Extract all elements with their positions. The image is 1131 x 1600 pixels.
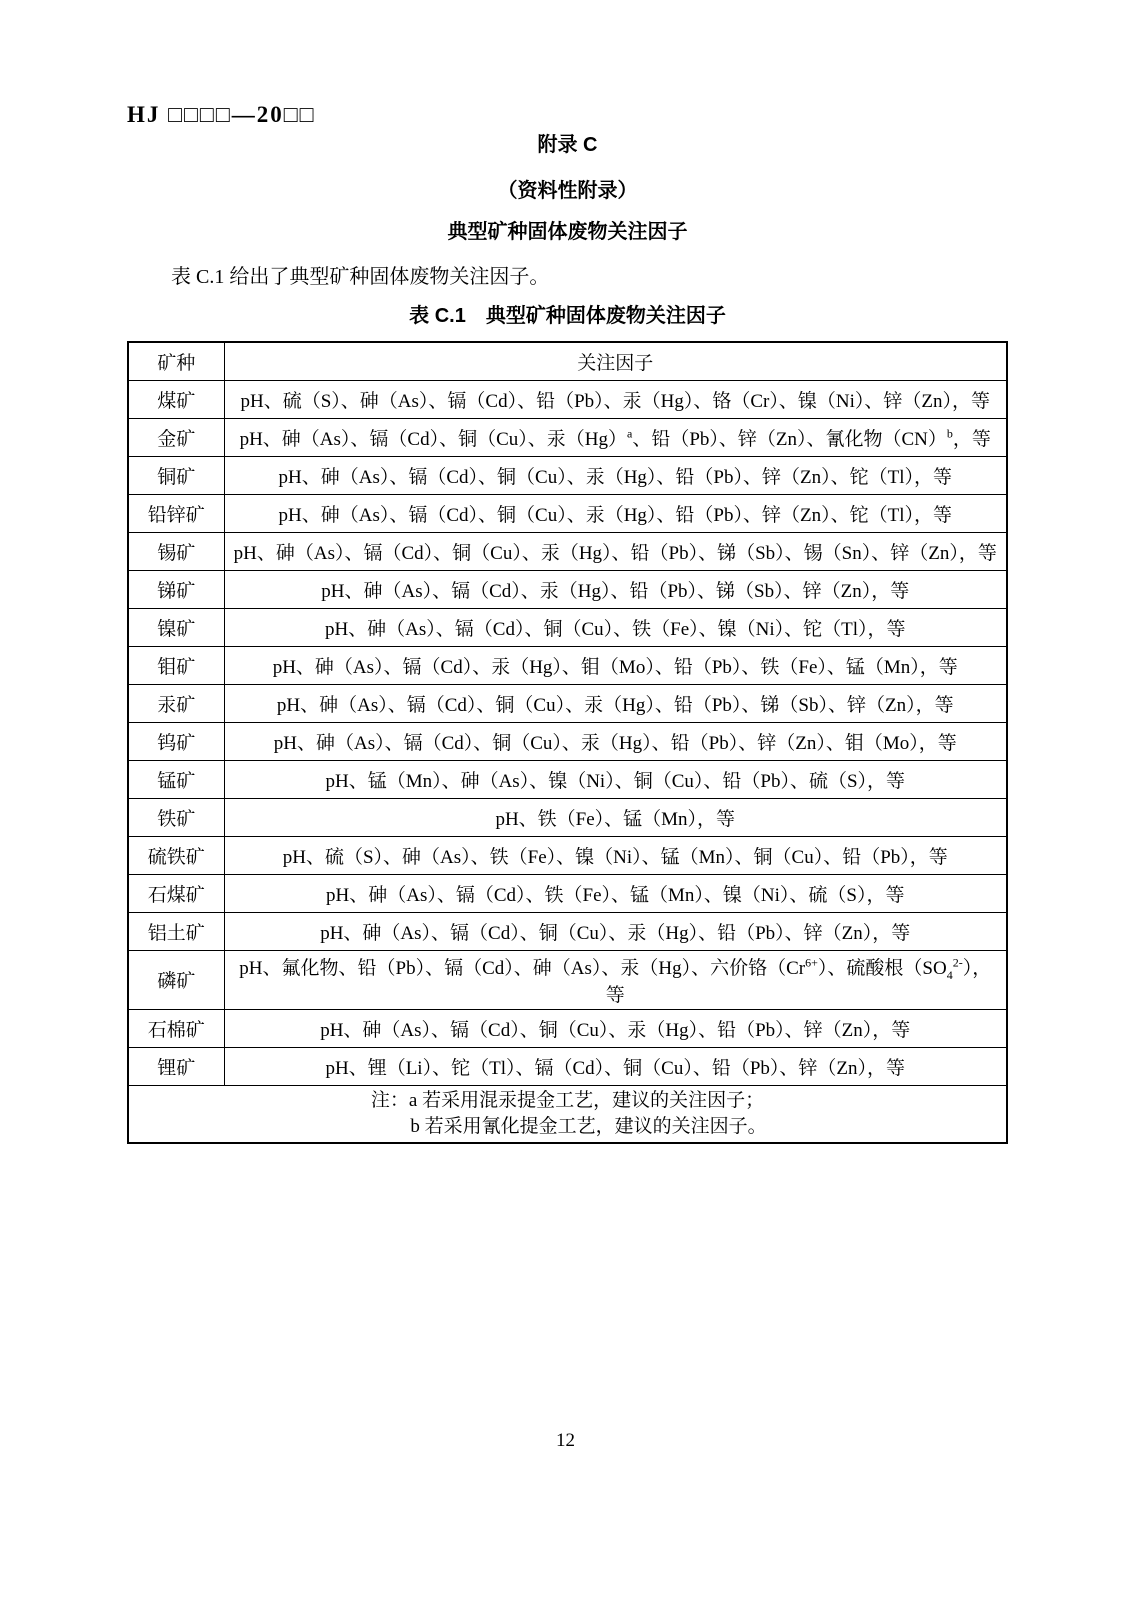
mineral-cell: 钼矿: [128, 646, 224, 684]
table-row: [128, 684, 1007, 722]
factors-cell: pH、砷（As）、镉（Cd）、铜（Cu）、汞（Hg）、铅（Pb）、锌（Zn），等: [224, 1009, 1007, 1047]
note-line-b: b 若采用氰化提金工艺，建议的关注因子。: [410, 1115, 767, 1137]
mineral-cell: 金矿: [128, 418, 224, 456]
factors-cell: pH、砷（As）、镉（Cd）、汞（Hg）、铅（Pb）、锑（Sb）、锌（Zn），等: [224, 570, 1007, 608]
mineral-cell: 镍矿: [128, 608, 224, 646]
mineral-cell: 铜矿: [128, 456, 224, 494]
factors-cell: pH、砷（As）、镉（Cd）、铜（Cu）、汞（Hg）、铅（Pb）、锌（Zn）、铊（Tl），等: [224, 456, 1007, 494]
mineral-cell: 硫铁矿: [128, 836, 224, 874]
appendix-heading: 典型矿种固体废物关注因子: [447, 221, 688, 243]
table-row: [128, 874, 1007, 912]
table-row: [128, 646, 1007, 684]
factors-cell: pH、砷（As）、镉（Cd）、铜（Cu）、汞（Hg）、铅（Pb）、锌（Zn）、铊（Tl），等: [224, 494, 1007, 532]
factors-cell: pH、硫（S）、砷（As）、铁（Fe）、镍（Ni）、锰（Mn）、铜（Cu）、铅（Pb），等: [224, 836, 1007, 874]
table-header-row: [128, 342, 1007, 380]
standard-code-header: HJ □□□□—20□□: [127, 102, 316, 127]
factors-cell: pH、砷（As）、镉（Cd）、铁（Fe）、锰（Mn）、镍（Ni）、硫（S），等: [224, 874, 1007, 912]
mineral-cell: 铁矿: [128, 798, 224, 836]
table-row: [128, 1047, 1007, 1085]
mineral-cell: 钨矿: [128, 722, 224, 760]
mineral-cell: 石煤矿: [128, 874, 224, 912]
mineral-cell: 煤矿: [128, 380, 224, 418]
page-number: 12: [556, 1430, 575, 1451]
table-body: [128, 380, 1007, 1085]
factors-cell: pH、砷（As）、镉（Cd）、铜（Cu）、汞（Hg）、铅（Pb）、锑（Sb）、锡（Sn）、锌（Zn），等: [224, 532, 1007, 570]
table-caption: 表 C.1 典型矿种固体废物关注因子: [409, 305, 726, 327]
mineral-cell: 锑矿: [128, 570, 224, 608]
table-row: [128, 494, 1007, 532]
appendix-subtitle: （资料性附录）: [497, 180, 638, 202]
factors-cell: pH、氟化物、铅（Pb）、镉（Cd）、砷（As）、汞（Hg）、六价铬$(Cr^{6+})$、硫酸根$(SO_4^{2-})$，等: [224, 950, 1007, 1009]
factors-cell: pH、砷（As）、镉（Cd）、铜（Cu）、铁（Fe）、镍（Ni）、铊（Tl），等: [224, 608, 1007, 646]
table-note-row: [128, 1085, 1007, 1143]
table-row: [128, 456, 1007, 494]
table-row: [128, 532, 1007, 570]
table-row: [128, 1009, 1007, 1047]
column-header-factors: 关注因子: [224, 342, 1007, 380]
table-row: [128, 722, 1007, 760]
table-row: [128, 418, 1007, 456]
table-row: [128, 608, 1007, 646]
factors-cell: pH、砷（As）、镉（Cd）、铜（Cu）、汞$(Hg)^a$、铅（Pb）、锌（Zn）、氰化物（CN）$^b$，等: [224, 418, 1007, 456]
table-row: [128, 836, 1007, 874]
intro-paragraph: 表 C.1 给出了典型矿种固体废物关注因子。: [171, 266, 550, 288]
mineral-cell: 磷矿: [128, 950, 224, 1009]
table-row: [128, 760, 1007, 798]
table-row: [128, 570, 1007, 608]
mineral-cell: 铝土矿: [128, 912, 224, 950]
table-row: [128, 798, 1007, 836]
table-row: [128, 912, 1007, 950]
factors-cell: pH、砷（As）、镉（Cd）、铜（Cu）、汞（Hg）、铅（Pb）、锑（Sb）、锌（Zn），等: [224, 684, 1007, 722]
table-row: [128, 380, 1007, 418]
factors-cell: pH、砷（As）、镉（Cd）、铜（Cu）、汞（Hg）、铅（Pb）、锌（Zn），等: [224, 912, 1007, 950]
factors-cell: pH、砷（As）、镉（Cd）、汞（Hg）、钼（Mo）、铅（Pb）、铁（Fe）、锰（Mn），等: [224, 646, 1007, 684]
mineral-cell: 石棉矿: [128, 1009, 224, 1047]
factors-table: [127, 341, 1008, 1144]
factors-cell: pH、铁（Fe）、锰（Mn），等: [224, 798, 1007, 836]
column-header-mineral: 矿种: [128, 342, 224, 380]
table-row: [128, 950, 1007, 1009]
factors-cell: pH、锂（Li）、铊（Tl）、镉（Cd）、铜（Cu）、铅（Pb）、锌（Zn），等: [224, 1047, 1007, 1085]
mineral-cell: 汞矿: [128, 684, 224, 722]
mineral-cell: 锰矿: [128, 760, 224, 798]
factors-cell: pH、砷（As）、镉（Cd）、铜（Cu）、汞（Hg）、铅（Pb）、锌（Zn）、钼（Mo），等: [224, 722, 1007, 760]
appendix-title: 附录 C: [537, 134, 598, 156]
mineral-cell: 铅锌矿: [128, 494, 224, 532]
factors-cell: pH、硫（S）、砷（As）、镉（Cd）、铅（Pb）、汞（Hg）、铬（Cr）、镍（Ni）、锌（Zn），等: [224, 380, 1007, 418]
mineral-cell: 锡矿: [128, 532, 224, 570]
mineral-cell: 锂矿: [128, 1047, 224, 1085]
table-note: [128, 1085, 1007, 1143]
factors-cell: pH、锰（Mn）、砷（As）、镍（Ni）、铜（Cu）、铅（Pb）、硫（S），等: [224, 760, 1007, 798]
note-line-a: 注：a 若采用混汞提金工艺，建议的关注因子；: [370, 1089, 765, 1111]
